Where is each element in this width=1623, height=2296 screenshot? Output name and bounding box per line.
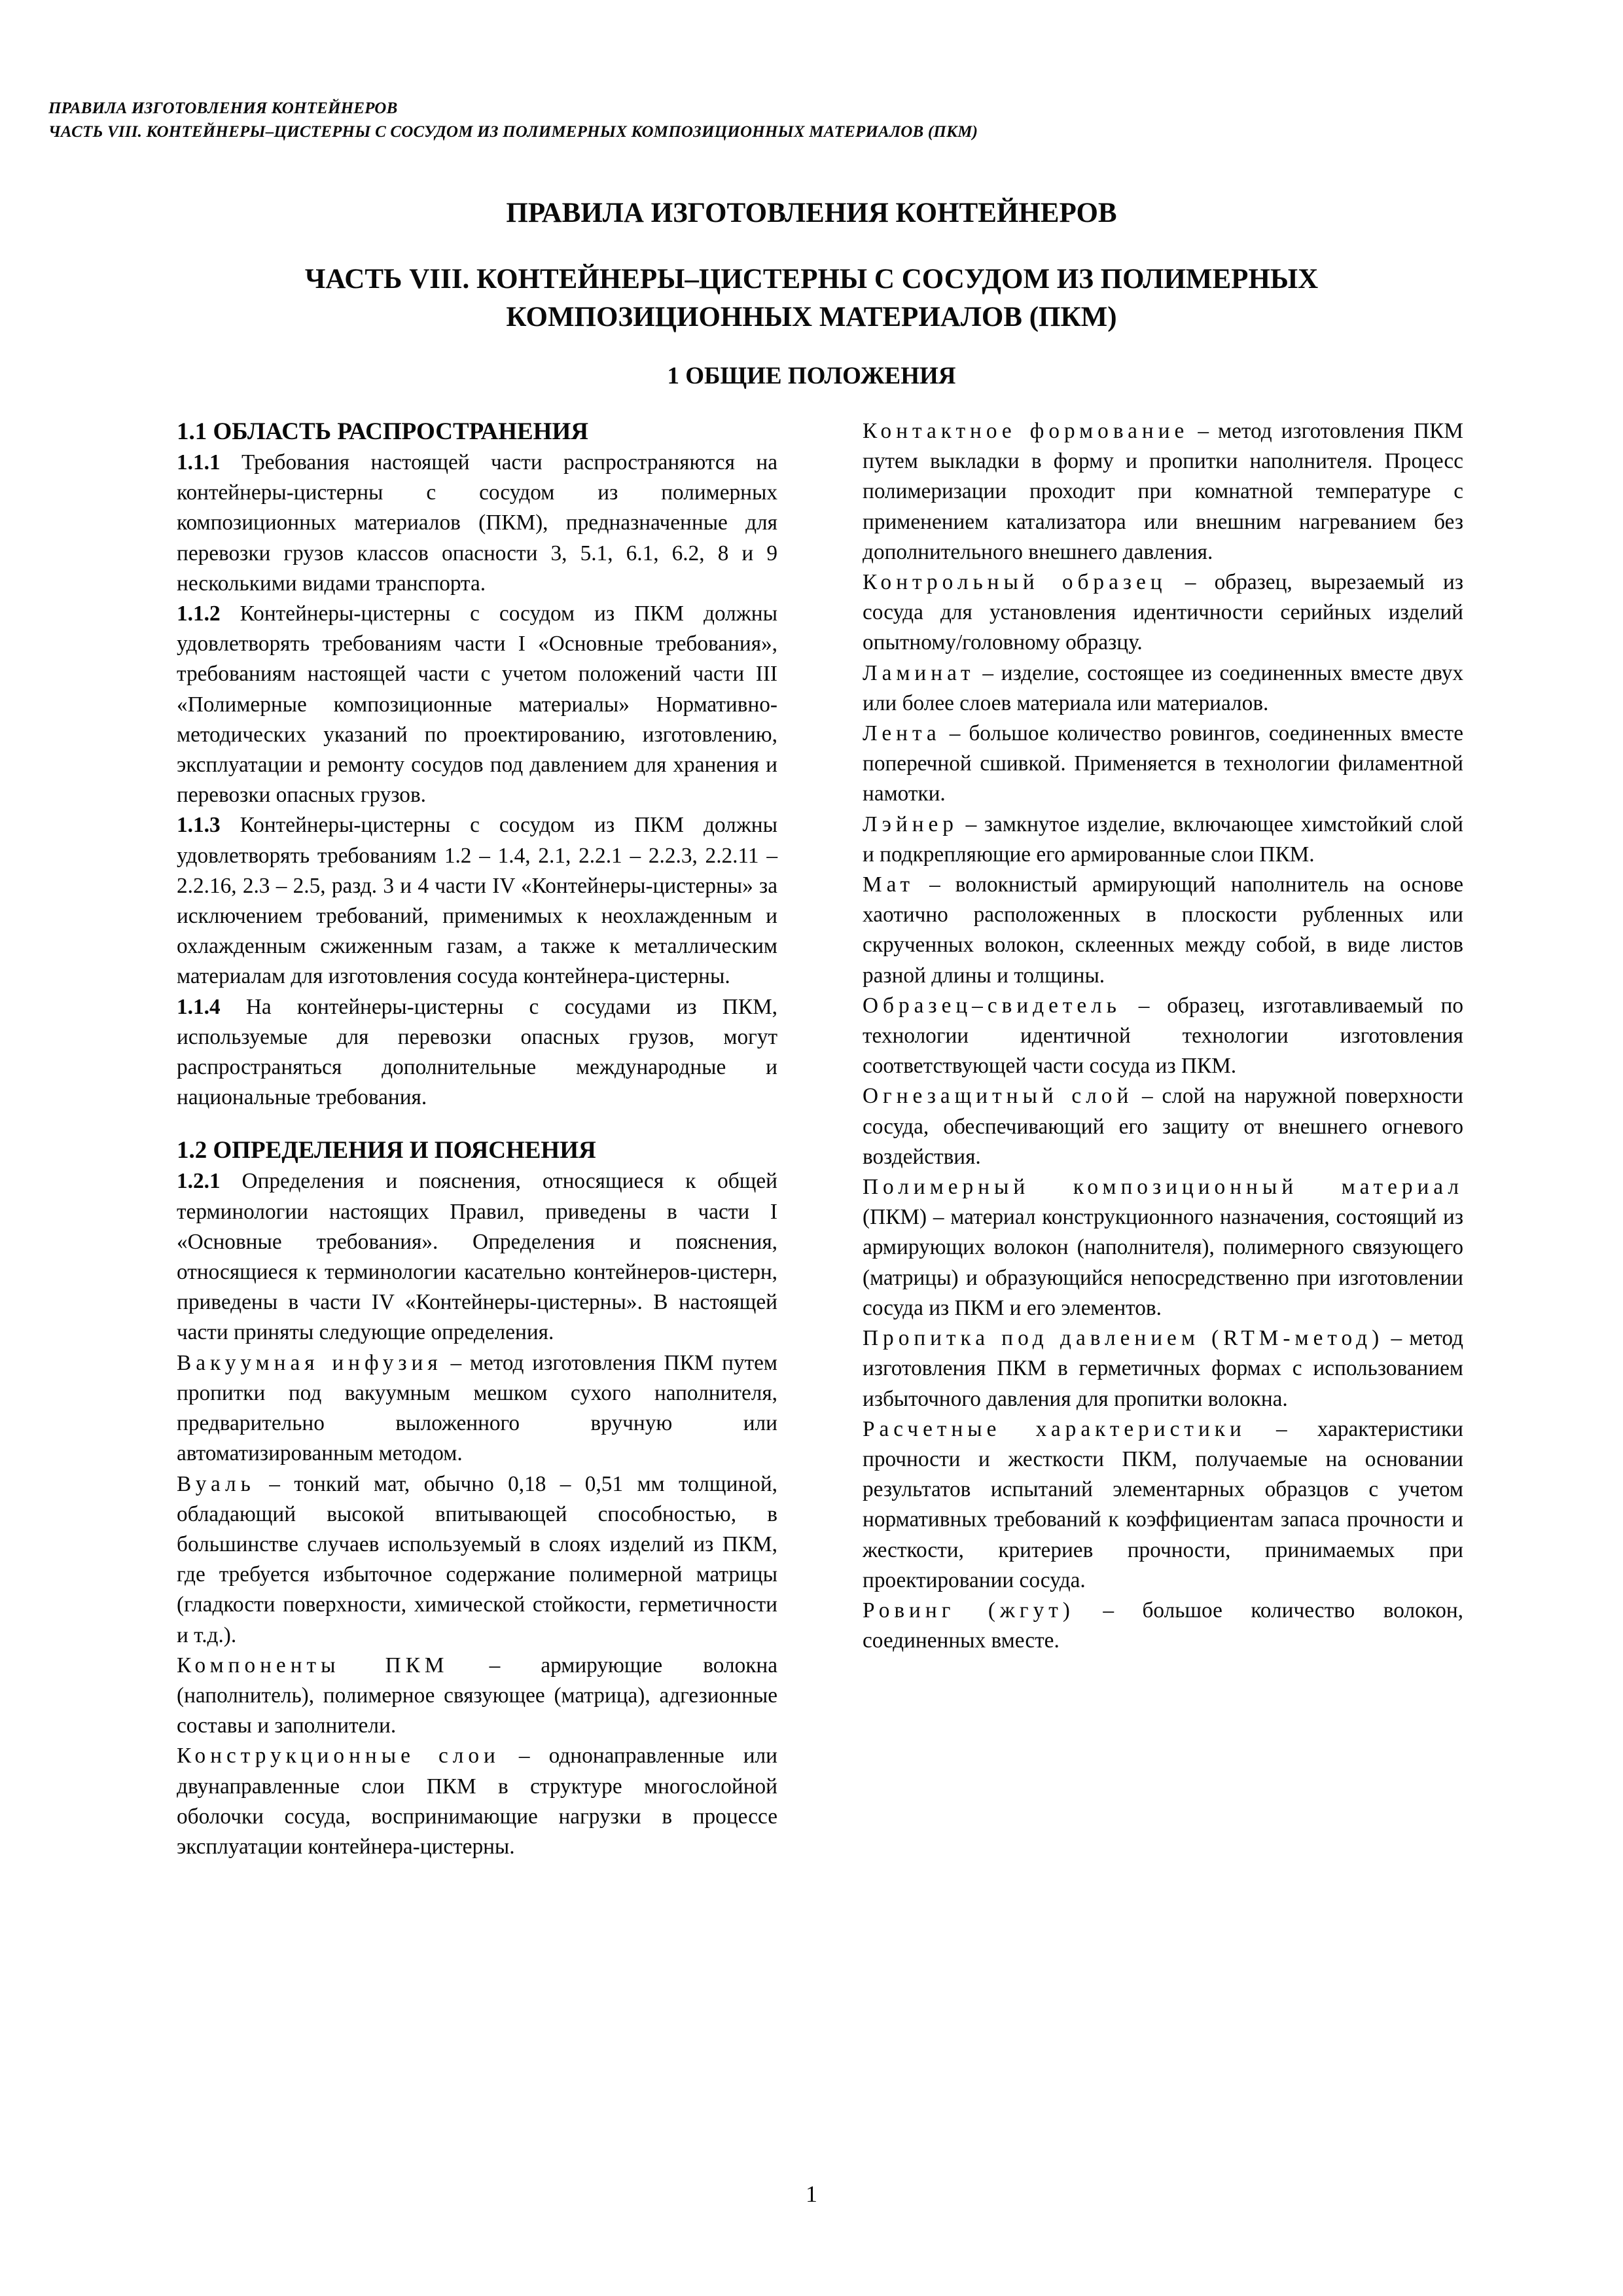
definition-text: – метод изготовления ПКМ путем выкладки в форму и пропитки наполнителя. Процесс полимеризации проходит при комнатной температуре с применением катализатора или внешним нагреванием без дополнительного внешнего давления. — [863, 419, 1463, 564]
definition-term: Лэйнер — [863, 812, 958, 836]
definition-components — [177, 1651, 777, 1742]
definition-text: – волокнистый армирующий наполнитель на основе хаотично расположенных в плоскости рубленных или скрученных волокон, склеенных между собой, в виде листов разной длины и толщины. — [863, 872, 1463, 988]
definition-term: Пропитка под давлением (RTM-метод) — [863, 1326, 1384, 1351]
paragraph-1-1-3 — [177, 810, 777, 992]
paragraph-text: Контейнеры-цистерны с сосудом из ПКМ должны удовлетворять требованиям части I «Основные требования», требованиям настоящей части с учетом положений части III «Полимерные композиционные материалы» Нормативно-методических указаний по проектированию, изготовлению, эксплуатации и ремонту сосудов под давлением для хранения и перевозки опасных грузов. — [177, 601, 777, 808]
paragraph-number: 1.1.1 — [177, 450, 221, 475]
definition-tape — [863, 719, 1463, 810]
definition-vacuum-infusion — [177, 1348, 777, 1469]
definition-term: Образец–свидетель — [863, 993, 1121, 1018]
page-number: 1 — [806, 2181, 817, 2207]
definition-term: Вакуумная инфузия — [177, 1350, 442, 1375]
paragraph-number: 1.1.4 — [177, 994, 221, 1019]
definition-text: – образец, вырезаемый из сосуда для установления идентичности серийных изделий опытному/головному образцу. — [863, 570, 1463, 655]
subsection-heading-1-2: 1.2 ОПРЕДЕЛЕНИЯ И ПОЯСНЕНИЯ — [177, 1137, 596, 1164]
definition-term: Огнезащитный слой — [863, 1084, 1133, 1109]
definition-text: – однонаправленные или двунаправленные слои ПКМ в структуре многослойной оболочки сосуда, воспринимающие нагрузки в процессе эксплуатации контейнера-цистерны. — [177, 1744, 777, 1859]
paragraph-text: Определения и пояснения, относящиеся к общей терминологии настоящих Правил, приведены в части I «Основные требования». Определения и пояснения, относящиеся к терминологии касательно контейнеров-цистерн, приведены в части IV «Контейнеры-цистерны». В настоящей части приняты следующие определения. — [177, 1169, 777, 1345]
part-title-line-1: ЧАСТЬ VIII. КОНТЕЙНЕРЫ–ЦИСТЕРНЫ С СОСУДОМ ИЗ ПОЛИМЕРНЫХ — [304, 264, 1319, 295]
paragraph-1-1-4 — [177, 992, 777, 1113]
definition-term: Расчетные характеристики — [863, 1416, 1246, 1441]
left-column — [177, 416, 777, 1862]
definition-contact-molding — [863, 416, 1463, 567]
definition-liner — [863, 810, 1463, 870]
definition-text: – метод изготовления ПКМ в герметичных формах с использованием избыточного давления для пропитки волокна. — [863, 1326, 1463, 1411]
definition-term: Компоненты ПКМ — [177, 1653, 449, 1677]
definition-term: Конструкционные слои — [177, 1744, 500, 1768]
running-header — [48, 97, 978, 144]
definition-text: (ПКМ) – материал конструкционного назначения, состоящий из армирующих волокон (наполнителя), полимерного связующего (матрицы) и образующийся непосредственно при изготовлении сосуда из ПКМ и его элементов. — [863, 1205, 1463, 1320]
definition-term: Контактное формование — [863, 419, 1189, 443]
definition-laminate — [863, 658, 1463, 719]
definition-text: – большое количество ровингов, соединенных вместе поперечной сшивкой. Применяется в технологии филаментной намотки. — [863, 721, 1463, 806]
paragraph-text: Требования настоящей части распространяются на контейнеры-цистерны с сосудом из полимерных композиционных материалов (ПКМ), предназначенные для перевозки грузов классов опасности 3, 5.1, 6.1, 6.2, 8 и 9 несколькими видами транспорта. — [177, 450, 777, 596]
definition-roving — [863, 1596, 1463, 1656]
paragraph-number: 1.1.3 — [177, 813, 221, 838]
definition-mat — [863, 870, 1463, 991]
paragraph-1-2-1 — [177, 1166, 777, 1348]
definition-term: Контрольный образец — [863, 570, 1167, 595]
definition-term: Ровинг (жгут) — [863, 1598, 1075, 1623]
definition-term: Мат — [863, 872, 915, 897]
running-header-line-1: ПРАВИЛА ИЗГОТОВЛЕНИЯ КОНТЕЙНЕРОВ — [48, 99, 398, 117]
definition-term: Полимерный композиционный материал — [863, 1175, 1463, 1200]
running-header-line-2: ЧАСТЬ VIII. КОНТЕЙНЕРЫ–ЦИСТЕРНЫ С СОСУДОМ ИЗ ПОЛИМЕРНЫХ КОМПОЗИЦИОННЫХ МАТЕРИАЛОВ (ПКМ) — [48, 123, 978, 141]
definition-text: – тонкий мат, обычно 0,18 – 0,51 мм толщиной, обладающий высокой впитывающей способностью, в большинстве случаев используемый в слоях изделий из ПКМ, где требуется избыточное содержание полимерной матрицы (гладкости поверхности, химической стойкости, герметичности и т.д.). — [177, 1471, 777, 1647]
paragraph-1-1-1 — [177, 448, 777, 599]
definition-control-sample — [863, 567, 1463, 658]
definition-witness-sample — [863, 991, 1463, 1082]
definition-text: – армирующие волокна (наполнитель), полимерное связующее (матрица), адгезионные составы и заполнители. — [177, 1653, 777, 1738]
definition-term: Ламинат — [863, 660, 975, 685]
definition-polymer-composite — [863, 1172, 1463, 1323]
paragraph-number: 1.1.2 — [177, 601, 221, 626]
definition-fireproof-layer — [863, 1081, 1463, 1172]
section-title: 1 ОБЩИЕ ПОЛОЖЕНИЯ — [667, 363, 956, 389]
document-title: ПРАВИЛА ИЗГОТОВЛЕНИЯ КОНТЕЙНЕРОВ — [506, 198, 1117, 228]
definition-text: – изделие, состоящее из соединенных вместе двух или более слоев материала или материалов. — [863, 660, 1463, 715]
paragraph-text: Контейнеры-цистерны с сосудом из ПКМ должны удовлетворять требованиям 1.2 – 1.4, 2.1, 2.2.1 – 2.2.3, 2.2.11 – 2.2.16, 2.3 – 2.5, разд. 3 и 4 части IV «Контейнеры-цистерны» за исключением требований, применимых к неохлажденным и охлажденным сжиженным газам, а также к металлическим материалам для изготовления сосуда контейнера-цистерны. — [177, 813, 777, 989]
part-title-line-2: КОМПОЗИЦИОННЫХ МАТЕРИАЛОВ (ПКМ) — [506, 302, 1117, 332]
part-title — [0, 260, 1623, 336]
definition-term: Лента — [863, 721, 941, 746]
definition-text: – замкнутое изделие, включающее химстойкий слой и подкрепляющие его армированные слои ПКМ. — [863, 812, 1463, 867]
definition-text: – образец, изготавливаемый по технологии идентичной технологии изготовления соответствующей части сосуда из ПКМ. — [863, 993, 1463, 1079]
definition-text: – слой на наружной поверхности сосуда, обеспечивающий его защиту от внешнего огневого воздействия. — [863, 1084, 1463, 1169]
subsection-heading-1-1: 1.1 ОБЛАСТЬ РАСПРОСТРАНЕНИЯ — [177, 418, 588, 445]
definition-text: – характеристики прочности и жесткости ПКМ, получаемые на основании результатов испытаний элементарных образцов с учетом нормативных требований к коэффициентам запаса прочности и жесткости, критериев прочности, принимаемых при проектировании сосуда. — [863, 1416, 1463, 1592]
definition-veil — [177, 1469, 777, 1651]
paragraph-1-1-2 — [177, 599, 777, 810]
definition-term: Вуаль — [177, 1471, 255, 1496]
definition-design-characteristics — [863, 1414, 1463, 1596]
definition-text: – метод изготовления ПКМ путем пропитки под вакуумным мешком сухого наполнителя, предварительно выложенного вручную или автоматизированным методом. — [177, 1350, 777, 1466]
right-column — [863, 416, 1463, 1656]
definition-structural-layers — [177, 1741, 777, 1862]
definition-rtm — [863, 1323, 1463, 1414]
paragraph-text: На контейнеры-цистерны с сосудами из ПКМ, используемые для перевозки опасных грузов, могут распространяться дополнительные международные и национальные требования. — [177, 994, 777, 1110]
definition-text: – большое количество волокон, соединенных вместе. — [863, 1598, 1463, 1653]
paragraph-number: 1.2.1 — [177, 1169, 221, 1194]
